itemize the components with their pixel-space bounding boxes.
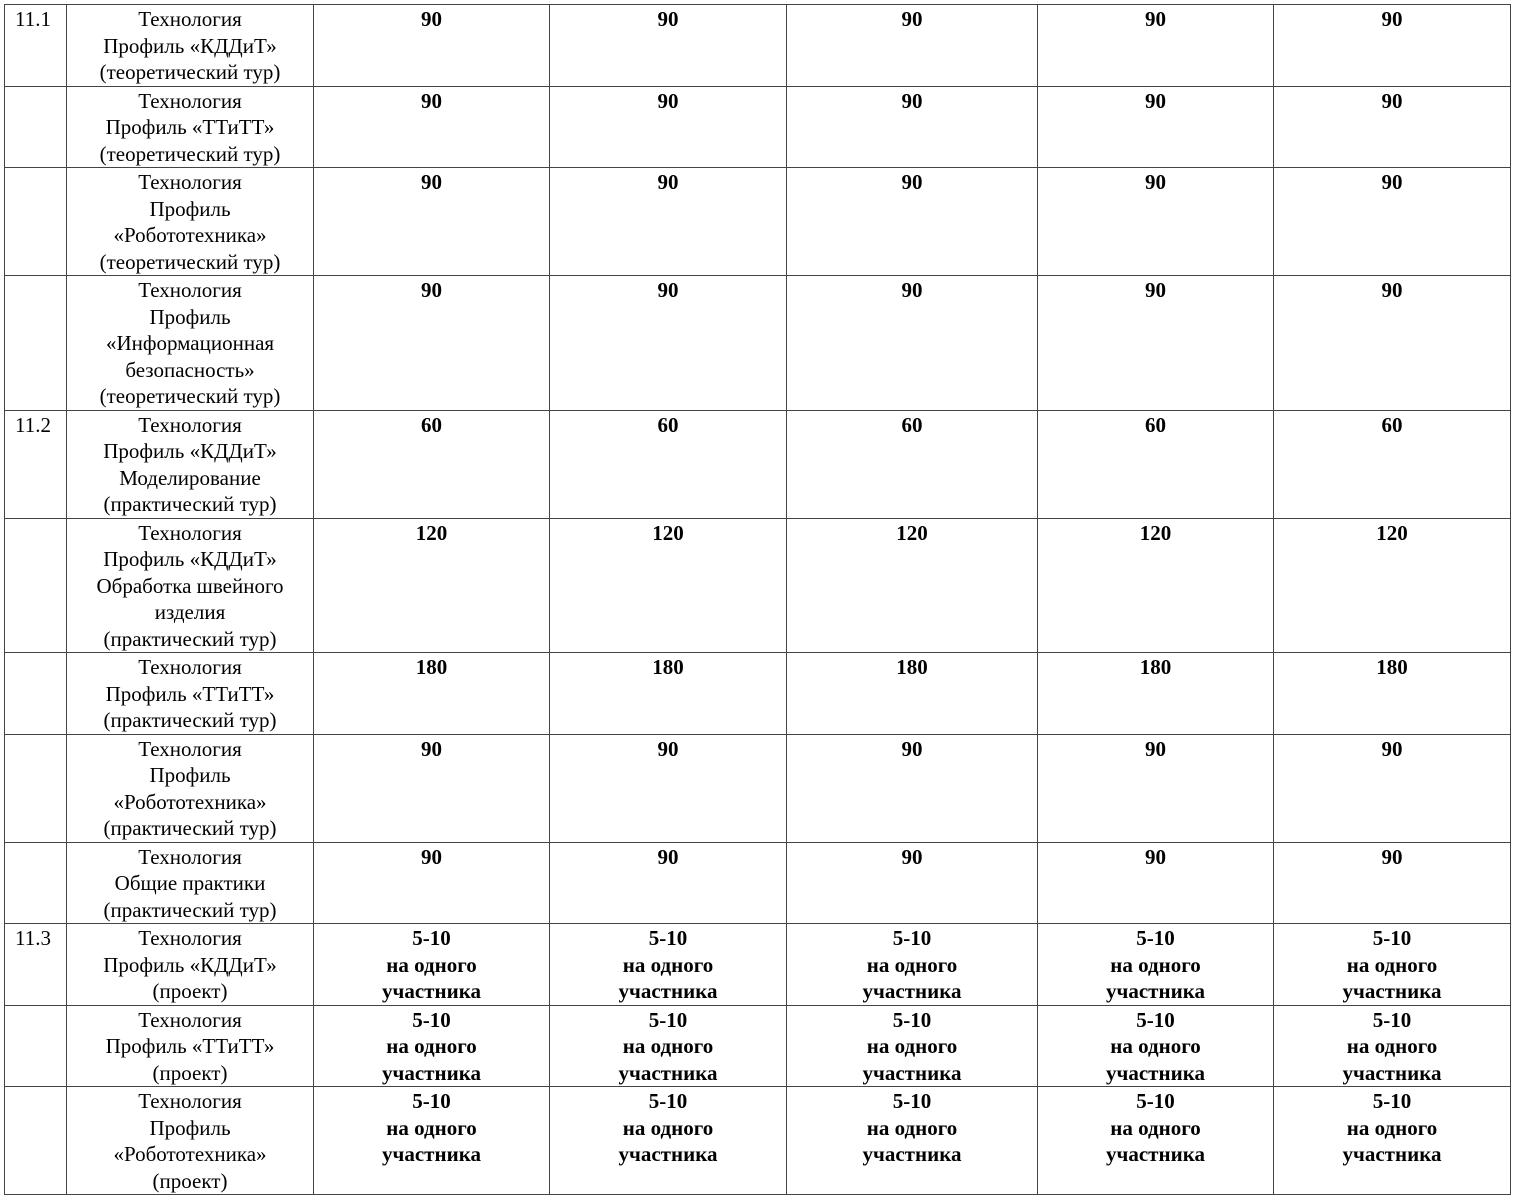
subject-cell	[67, 410, 314, 518]
duration-cell	[1274, 653, 1511, 735]
subject-line: Обработка швейного	[96, 573, 284, 598]
duration-line: 90	[657, 170, 679, 194]
subject-line: Технология	[138, 88, 242, 113]
duration-cell	[550, 410, 787, 518]
subject-cell	[67, 924, 314, 1006]
duration-cell	[1038, 653, 1274, 735]
duration-cell	[1038, 518, 1274, 653]
table-row	[5, 734, 1511, 842]
subject-line: Профиль «КДДиТ»	[103, 547, 277, 571]
duration-line: на одного	[1346, 952, 1438, 977]
duration-cell	[550, 924, 787, 1006]
duration-cell	[1274, 276, 1511, 411]
duration-cell	[1038, 168, 1274, 276]
subject-line: Моделирование	[119, 465, 261, 490]
duration-line: 90	[901, 278, 923, 302]
duration-line: 120	[1139, 520, 1172, 545]
duration-cell	[1038, 1005, 1274, 1087]
duration-cell	[787, 653, 1038, 735]
duration-line: участника	[1342, 1060, 1442, 1085]
duration-cell	[314, 168, 550, 276]
duration-line: 180	[1139, 655, 1172, 679]
duration-line: 5-10	[648, 1089, 688, 1113]
duration-line: 90	[1145, 170, 1166, 194]
duration-line: 60	[1381, 412, 1403, 437]
duration-line: 90	[1145, 736, 1166, 761]
duration-line: на одного	[386, 1115, 477, 1140]
duration-line: 5-10	[892, 1089, 932, 1113]
subject-cell	[67, 168, 314, 276]
duration-line: участника	[1106, 1142, 1205, 1166]
duration-line: 5-10	[648, 1007, 688, 1032]
duration-line: 180	[652, 655, 684, 679]
subject-cell	[67, 518, 314, 653]
duration-line: 120	[415, 520, 448, 545]
subject-cell	[67, 86, 314, 168]
subject-line: Профиль	[149, 1115, 231, 1140]
row-number-cell	[5, 168, 67, 276]
subject-cell	[67, 734, 314, 842]
duration-line: 60	[657, 412, 679, 437]
duration-line: 60	[421, 412, 442, 437]
subject-line: (теоретический тур)	[99, 249, 281, 274]
subject-line: Профиль «ТТиТТ»	[105, 1034, 275, 1058]
duration-cell	[787, 1005, 1038, 1087]
row-number-cell	[5, 86, 67, 168]
duration-line: 90	[1381, 278, 1403, 302]
subject-line: Профиль «КДДиТ»	[103, 439, 277, 463]
duration-line: 90	[1145, 88, 1166, 113]
duration-cell	[1038, 734, 1274, 842]
subject-line: Технология	[138, 736, 242, 761]
duration-cell	[1038, 5, 1274, 87]
subject-line: (теоретический тур)	[99, 141, 281, 166]
duration-line: 5-10	[412, 1007, 451, 1032]
duration-line: 90	[657, 88, 679, 113]
subject-line: «Робототехника»	[113, 789, 267, 814]
duration-cell	[1274, 734, 1511, 842]
subject-line: «Информационная	[105, 331, 275, 355]
table-row	[5, 1087, 1511, 1195]
duration-cell	[314, 1087, 550, 1195]
table-row	[5, 842, 1511, 924]
duration-cell	[787, 1087, 1038, 1195]
duration-cell	[550, 1005, 787, 1087]
duration-line: участника	[1106, 1060, 1205, 1085]
duration-line: 60	[901, 412, 923, 437]
table-row	[5, 653, 1511, 735]
duration-cell	[1274, 5, 1511, 87]
subject-line: (практический тур)	[103, 492, 277, 516]
duration-line: 5-10	[1372, 1007, 1412, 1032]
duration-line: 90	[421, 170, 442, 194]
subject-line: (проект)	[152, 979, 228, 1003]
subject-cell	[67, 5, 314, 87]
duration-line: 90	[901, 736, 923, 761]
duration-cell	[314, 734, 550, 842]
duration-cell	[787, 924, 1038, 1006]
duration-line: 90	[901, 844, 923, 869]
duration-line: 90	[1381, 170, 1403, 194]
row-number-cell	[5, 276, 67, 411]
duration-line: 5-10	[1372, 1089, 1412, 1113]
duration-cell	[1274, 1087, 1511, 1195]
table-row	[5, 5, 1511, 87]
duration-line: на одного	[1346, 1034, 1438, 1058]
duration-line: 90	[421, 278, 442, 302]
row-number-cell: 11.3	[5, 924, 67, 1006]
row-number-cell	[5, 653, 67, 735]
duration-cell	[1274, 1005, 1511, 1087]
duration-line: 5-10	[892, 1007, 932, 1032]
duration-line: на одного	[866, 1034, 958, 1058]
subject-line: Профиль «ТТиТТ»	[105, 115, 275, 139]
duration-line: 90	[901, 7, 923, 31]
duration-line: на одного	[1346, 1115, 1438, 1140]
duration-line: 90	[1145, 844, 1166, 869]
row-number-cell	[5, 518, 67, 653]
duration-cell	[787, 168, 1038, 276]
duration-line: 120	[896, 520, 928, 545]
duration-line: 5-10	[1136, 1007, 1175, 1032]
duration-line: участника	[862, 1142, 962, 1166]
row-number-cell	[5, 1087, 67, 1195]
row-number-cell: 11.2	[5, 410, 67, 518]
duration-cell	[314, 5, 550, 87]
duration-line: участника	[382, 979, 481, 1003]
duration-line: 90	[1381, 736, 1403, 761]
duration-line: 90	[657, 844, 679, 869]
duration-cell	[550, 5, 787, 87]
subject-line: (практический тур)	[103, 897, 277, 922]
duration-line: участника	[862, 979, 962, 1003]
subject-line: «Робототехника»	[113, 223, 267, 247]
subject-line: (практический тур)	[103, 708, 277, 732]
subject-line: «Робототехника»	[113, 1142, 267, 1166]
subject-line: Профиль	[149, 763, 231, 787]
duration-cell	[1038, 276, 1274, 411]
duration-cell	[1038, 86, 1274, 168]
subject-line: Технология	[138, 412, 242, 437]
subject-cell	[67, 653, 314, 735]
duration-cell	[787, 518, 1038, 653]
duration-line: 90	[901, 88, 923, 113]
subject-line: Технология	[138, 7, 242, 31]
duration-cell	[314, 842, 550, 924]
duration-cell	[1038, 1087, 1274, 1195]
subject-line: Профиль	[149, 196, 231, 221]
duration-cell	[1274, 86, 1511, 168]
duration-cell	[787, 5, 1038, 87]
duration-cell	[314, 924, 550, 1006]
subject-line: Технология	[138, 655, 242, 679]
duration-cell	[550, 276, 787, 411]
row-number-cell: 11.1	[5, 5, 67, 87]
duration-line: 90	[421, 7, 442, 31]
duration-line: на одного	[866, 952, 958, 977]
duration-line: на одного	[1110, 952, 1201, 977]
duration-cell	[550, 653, 787, 735]
duration-cell	[1274, 842, 1511, 924]
duration-cell	[314, 1005, 550, 1087]
duration-table	[4, 4, 1511, 1195]
duration-line: участника	[1106, 979, 1205, 1003]
duration-line: 120	[652, 520, 684, 545]
duration-line: участника	[1342, 979, 1442, 1003]
duration-line: 90	[421, 844, 442, 869]
subject-line: (теоретический тур)	[99, 60, 281, 84]
subject-line: (теоретический тур)	[99, 384, 281, 408]
duration-line: 5-10	[412, 926, 451, 950]
row-number-cell	[5, 1005, 67, 1087]
duration-line: на одного	[622, 1115, 714, 1140]
subject-line: (проект)	[152, 1060, 228, 1085]
subject-line: безопасность»	[125, 357, 255, 382]
duration-line: участника	[618, 979, 718, 1003]
duration-line: 120	[1376, 520, 1408, 545]
duration-cell	[550, 842, 787, 924]
duration-line: 5-10	[892, 926, 932, 950]
table-row	[5, 410, 1511, 518]
duration-cell	[1038, 842, 1274, 924]
subject-line: Технология	[138, 1007, 242, 1032]
duration-line: 90	[1145, 7, 1166, 31]
table-row	[5, 1005, 1511, 1087]
subject-line: (проект)	[152, 1168, 228, 1193]
duration-line: 90	[1381, 844, 1403, 869]
duration-line: на одного	[1110, 1115, 1201, 1140]
duration-line: 90	[657, 7, 679, 31]
duration-line: 5-10	[1372, 926, 1412, 950]
subject-cell	[67, 842, 314, 924]
duration-line: 60	[1145, 412, 1166, 437]
subject-line: (практический тур)	[103, 626, 277, 651]
subject-line: Технология	[138, 844, 242, 869]
duration-line: 180	[415, 655, 448, 679]
duration-cell	[1274, 410, 1511, 518]
duration-line: на одного	[386, 952, 477, 977]
table-row	[5, 518, 1511, 653]
duration-cell	[787, 276, 1038, 411]
duration-line: участника	[1342, 1142, 1442, 1166]
duration-cell	[550, 168, 787, 276]
duration-line: 5-10	[412, 1089, 451, 1113]
subject-line: изделия	[154, 600, 226, 624]
duration-line: на одного	[1110, 1034, 1201, 1058]
duration-cell	[1274, 924, 1511, 1006]
duration-line: 90	[657, 278, 679, 302]
duration-line: 90	[1145, 278, 1166, 302]
subject-line: Профиль «ТТиТТ»	[105, 681, 275, 706]
duration-cell	[314, 518, 550, 653]
duration-line: участника	[382, 1142, 481, 1166]
duration-cell	[787, 86, 1038, 168]
duration-line: 90	[1381, 7, 1403, 31]
duration-cell	[314, 86, 550, 168]
duration-cell	[314, 653, 550, 735]
subject-line: Технология	[138, 926, 242, 950]
subject-line: Технология	[138, 170, 242, 194]
duration-cell	[314, 410, 550, 518]
duration-line: 180	[1376, 655, 1408, 679]
duration-line: 180	[896, 655, 928, 679]
duration-cell	[787, 410, 1038, 518]
duration-cell	[314, 276, 550, 411]
duration-line: 90	[1381, 88, 1403, 113]
subject-line: (практический тур)	[103, 816, 277, 840]
subject-line: Технология	[138, 278, 242, 302]
duration-line: 90	[657, 736, 679, 761]
duration-cell	[1038, 410, 1274, 518]
table-body	[5, 5, 1511, 1195]
duration-line: участника	[618, 1142, 718, 1166]
duration-line: на одного	[386, 1034, 477, 1058]
duration-cell	[1038, 924, 1274, 1006]
subject-line: Технология	[138, 1089, 242, 1113]
duration-cell	[1274, 518, 1511, 653]
table-row	[5, 86, 1511, 168]
subject-cell	[67, 276, 314, 411]
table-row	[5, 168, 1511, 276]
duration-cell	[550, 1087, 787, 1195]
subject-line: Общие практики	[114, 871, 266, 895]
duration-line: участника	[862, 1060, 962, 1085]
subject-cell	[67, 1005, 314, 1087]
duration-cell	[787, 842, 1038, 924]
duration-line: участника	[382, 1060, 481, 1085]
duration-line: на одного	[866, 1115, 958, 1140]
subject-cell	[67, 1087, 314, 1195]
duration-cell	[550, 86, 787, 168]
table-row	[5, 276, 1511, 411]
subject-line: Профиль	[149, 304, 231, 329]
duration-line: участника	[618, 1060, 718, 1085]
table-row	[5, 924, 1511, 1006]
duration-line: 5-10	[1136, 926, 1175, 950]
row-number-cell	[5, 734, 67, 842]
duration-line: 90	[901, 170, 923, 194]
duration-cell	[550, 518, 787, 653]
subject-line: Технология	[138, 520, 242, 545]
subject-line: Профиль «КДДиТ»	[103, 33, 277, 58]
duration-cell	[787, 734, 1038, 842]
duration-line: 5-10	[1136, 1089, 1175, 1113]
duration-line: на одного	[622, 1034, 714, 1058]
duration-line: 90	[421, 88, 442, 113]
duration-cell	[550, 734, 787, 842]
duration-line: 90	[421, 736, 442, 761]
duration-cell	[1274, 168, 1511, 276]
duration-line: на одного	[622, 952, 714, 977]
subject-line: Профиль «КДДиТ»	[103, 952, 277, 977]
row-number-cell	[5, 842, 67, 924]
duration-line: 5-10	[648, 926, 688, 950]
